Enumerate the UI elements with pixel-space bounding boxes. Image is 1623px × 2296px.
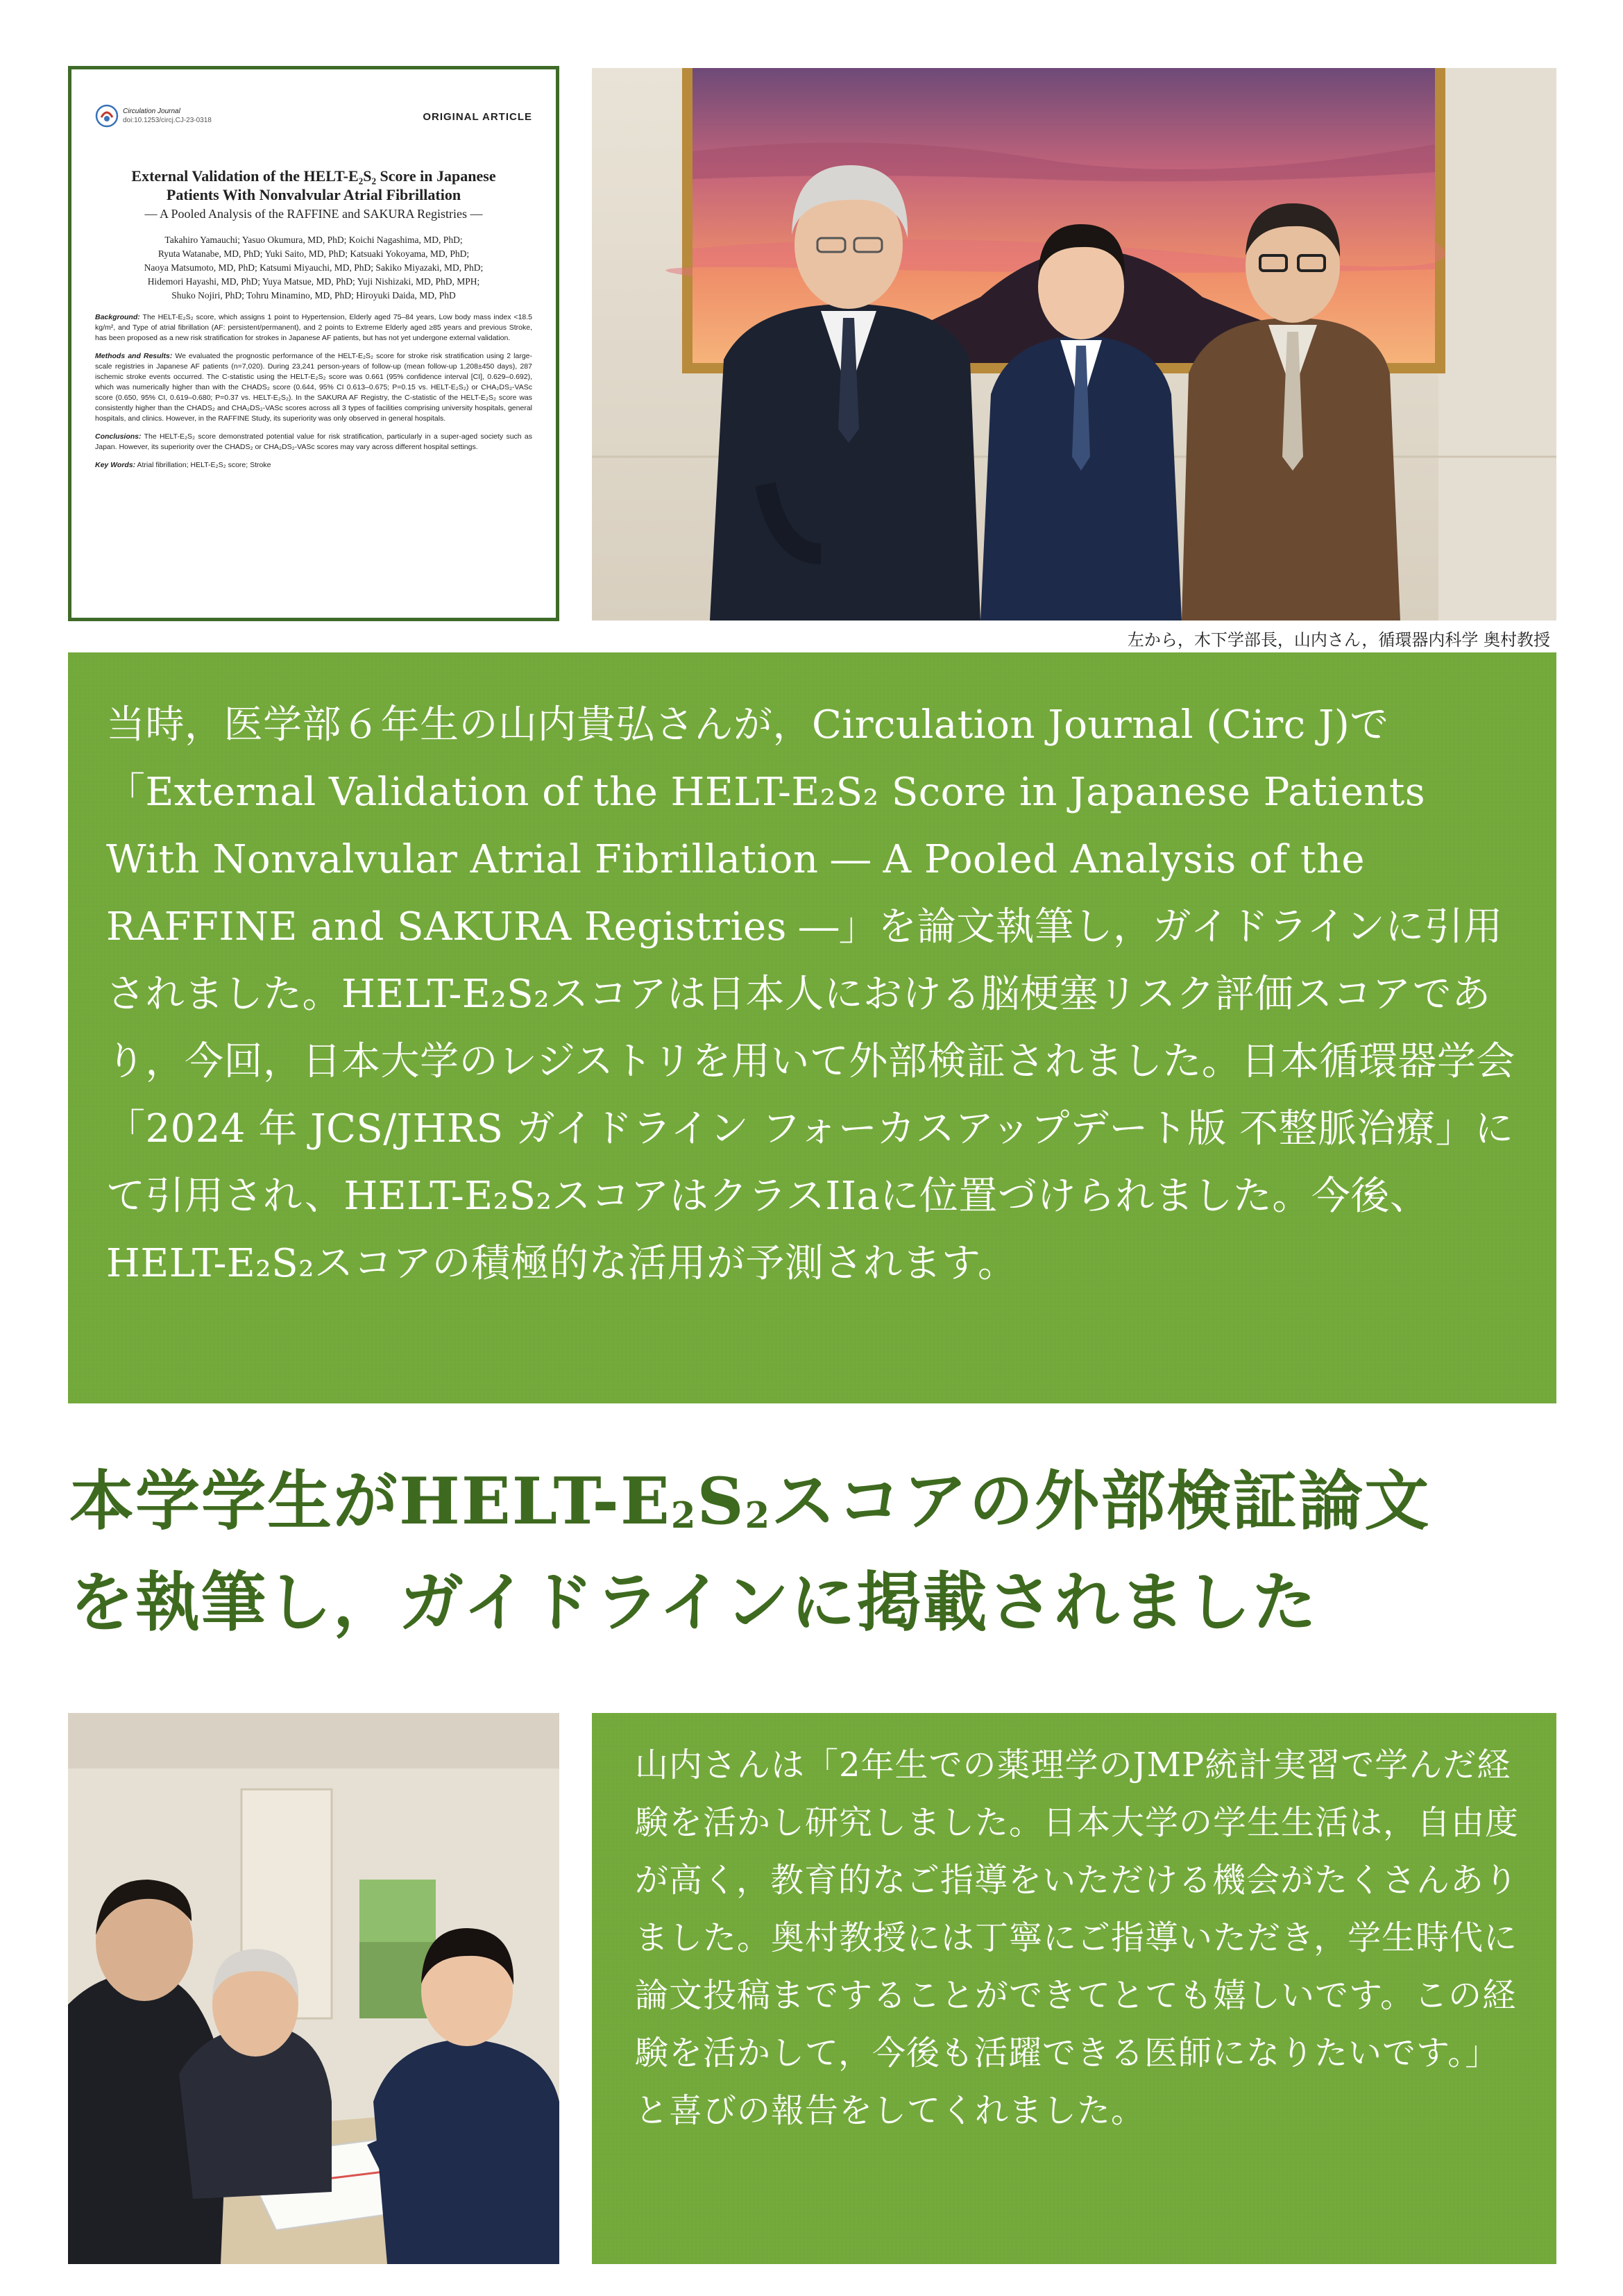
author-line: Takahiro Yamauchi; Yasuo Okumura, MD, PhD; Koichi Nagashima, MD, PhD; [164,235,463,245]
discussion-photo-illustration [68,1713,559,2264]
doi: doi:10.1253/circj.CJ-23-0318 [123,117,212,124]
paper-header [95,104,532,146]
author-line: Shuko Nojiri, PhD; Tohru Minamino, MD, PhD; Hiroyuki Daida, MD, PhD [171,290,456,301]
discussion-photo [68,1713,559,2264]
section-text: The HELT-E₂S₂ score, which assigns 1 point to Hypertension, Elderly aged 75–84 years, Low body mass index <18.5 kg/m², and Type of atrial fibrillation (AF: persistent/permanent), and 2 points to Extreme Elderly aged ≥85 years and previous Stroke, has been proposed as a new risk stratification for strokes in Japanese AF patients, but has not yet undergone external validation. [95,313,533,342]
headline-subscript: 2 [745,1495,772,1537]
author-line: Hidemori Hayashi, MD, PhD; Yuya Matsue, MD, PhD; Yuji Nishizaki, MD, PhD, MPH; [147,276,480,287]
group-photo [592,68,1556,621]
abstract-background [95,312,532,344]
paper-subtitle: — A Pooled Analysis of the RAFFINE and SAKURA Registries — [144,207,483,221]
quote-text-box [592,1713,1556,2264]
headline-score-name: HELT-E [399,1463,671,1539]
section-text: Atrial fibrillation; HELT-E₂S₂ score; Stroke [137,461,271,469]
section-label: Conclusions: [95,432,142,441]
journal-logo-icon [95,104,119,128]
paper-title [102,167,525,204]
headline-line-1 [69,1451,1582,1552]
section-text: The HELT-E₂S₂ score demonstrated potential value for risk stratification, particularly in a super-aged society such as Japan. However, its superiority over the CHADS₂ or CHA₂DS₂-VASc scores may vary across different hospital settings. [95,432,532,451]
intro-paragraph: 当時，医学部６年生の山内貴弘さんが，Circulation Journal (Circ J)で「External Validation of the HELT-E₂S₂ Score in Japanese Patients With Nonvalvular Atrial Fibrillation ― A Pooled Analysis of the RAFFINE and SAKURA Registries ―」を論文執筆し，ガイドラインに引用されました。HELT-E₂S₂スコアは日本人における脳梗塞リスク評価スコアであり，今回，日本大学のレジストリを用いて外部検証されました。日本循環器学会「2024 年 JCS/JHRS ガイドライン フォーカスアップデート版 不整脈治療」にて引用され、HELT-E₂S₂スコアはクラスIIaに位置づけられました。今後、HELT-E₂S₂スコアの積極的な活用が予測されます。 [106,702,1515,1286]
headline-text: 本学学生が [69,1463,399,1539]
journal-logo [95,104,212,128]
journal-name: Circulation Journal [123,108,180,115]
intro-text-box [68,652,1556,1403]
abstract-conclusions [95,432,532,453]
quote-paragraph: 山内さんは「2年生での薬理学のJMP統計実習で学んだ経験を活かし研究しました。日本大学の学生生活は，自由度が高く，教育的なご指導をいただける機会がたくさんありました。奥村教授には丁寧にご指導いただき，学生時代に論文投稿まですることができてとても嬉しいです。この経験を活かして，今後も活躍できる医師になりたいです。」と喜びの報告をしてくれました。 [635,1746,1520,2130]
group-photo-illustration [592,68,1556,621]
paper-authors [101,233,527,303]
paper-title-line: Patients With Nonvalvular Atrial Fibrillation [166,186,461,203]
author-line: Ryuta Watanabe, MD, PhD; Yuki Saito, MD, PhD; Katsuaki Yokoyama, MD, PhD; [158,248,470,259]
headline-subscript: 2 [670,1495,697,1537]
headline-text: スコアの外部検証論文 [771,1463,1431,1539]
section-label: Methods and Results: [95,352,173,360]
section-label: Key Words: [95,461,136,469]
abstract-keywords [95,460,532,471]
paper-title-line: External Validation of the HELT-E₂S₂ Score in Japanese [131,167,496,185]
headline-score-name: S [697,1463,745,1539]
article-type: ORIGINAL ARTICLE [423,111,532,123]
headline-line-2: を執筆し，ガイドラインに掲載されました [69,1564,1318,1640]
headline [69,1451,1582,1653]
paper-thumbnail [68,66,559,621]
section-label: Background: [95,313,140,321]
abstract-methods [95,351,532,424]
section-text: We evaluated the prognostic performance of the HELT-E₂S₂ score for stroke risk stratification using 2 large-scale registries in Japanese AF patients (n=7,020). During 23,241 person-years of follow-up (mean follow-up 1,208±450 days), 287 ischemic stroke events occurred. The C-statistic using the HELT-E₂S₂ score was 0.661 (95% confidence interval [CI], 0.629–0.692), which was numerically higher than with the CHADS₂ score (0.644, 95% CI 0.613–0.675; P=0.15 vs. HELT-E₂S₂) or CHA₂DS₂-VASc score (0.650, 95% CI, 0.619–0.680; P=0.37 vs. HELT-E₂S₂). In the SAKURA AF Registry, the C-statistic of the HELT-E₂S₂ score was consistently higher than the CHADS₂ and CHA₂DS₂-VASc scores across all 3 types of facilities comprising university hospitals, general hospitals, and clinics. However, in the RAFFINE Study, its superiority was only observed in general hospitals. [95,352,532,423]
photo-caption: 左から，木下学部長，山内さん，循環器内科学 奥村教授 [1127,630,1550,650]
author-line: Naoya Matsumoto, MD, PhD; Katsumi Miyauchi, MD, PhD; Sakiko Miyazaki, MD, PhD; [144,262,484,273]
